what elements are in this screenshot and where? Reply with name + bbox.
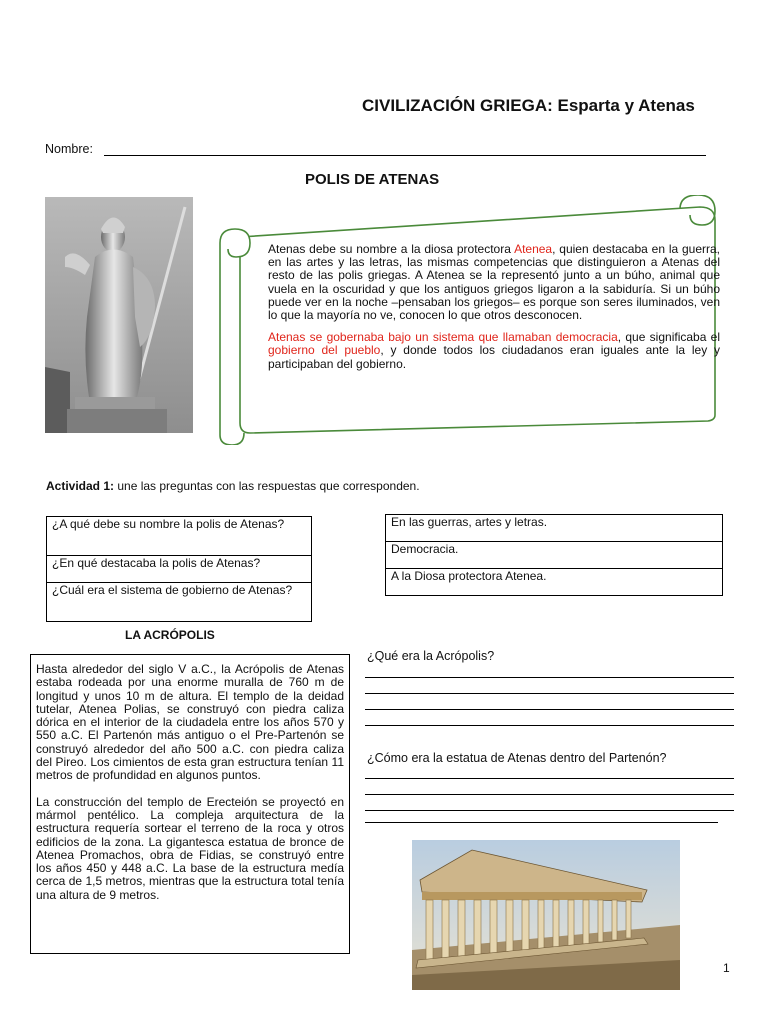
text-span: , que significaba el [617, 330, 720, 345]
answer-line[interactable] [365, 725, 734, 726]
athena-statue-image [45, 197, 193, 433]
questions-table [46, 516, 312, 622]
name-label: Nombre: [45, 142, 93, 156]
answer-line[interactable] [365, 822, 718, 823]
answer-line[interactable] [365, 709, 734, 710]
acropolis-paragraph-2: La construcción del templo de Erecteión se proyectó en mármol pentélico. La compleja arquitectura de la estructura requería sortear el terreno de la roca y otros edificios de la zona. La gigantesca estatua de bronce de Atenea Promachos, obra de Fidias, se construyó entre los años 450 y 448 a.C. La base de la estructura medía cerca de 1,5 metros, mientras que la estructura total tenía una altura de 9 metros. [36, 794, 344, 902]
answers-table [385, 514, 723, 596]
activity-instruction [46, 479, 420, 493]
text-span: , y donde todos los ciudadanos eran iguales ante la ley y participaban del gobierno. [268, 343, 720, 371]
acropolis-text-box [30, 654, 350, 954]
answer-line[interactable] [365, 794, 734, 795]
activity-label: Actividad 1: [46, 479, 115, 493]
answer-cell[interactable]: En las guerras, artes y letras. [386, 515, 723, 542]
question-cell[interactable]: ¿Cuál era el sistema de gobierno de Atenas? [47, 583, 312, 622]
parthenon-image [412, 840, 680, 990]
answer-line[interactable] [365, 677, 734, 678]
answer-line[interactable] [365, 810, 734, 811]
scroll-paragraph-1 [268, 243, 720, 322]
section-title: POLIS DE ATENAS [305, 171, 440, 188]
acropolis-paragraph-1: Hasta alrededor del siglo V a.C., la Acrópolis de Atenas estaba rodeada por una enorme muralla de 760 m de longitud y unos 10 m de altura. El templo de la deidad tutelar, Atenea Polias, se construyó con piedra caliza dórica en el interior de la ciudadela entre los años 570 y 550 a.C. El Partenón más antiguo o el Pre-Partenón se construyó alrededor del año 500 a.C. con piedra caliza del Pireo. Los cimientos de esta gran estructura tenían 11 metros de profundidad en algunos puntos. [36, 662, 344, 783]
answer-line[interactable] [365, 693, 734, 694]
text-span: , quien destacaba en la guerra, en las artes y las letras, las mismas competencias que distinguieron a Atenas del resto de las polis griegas. A Atenea se la representó junto a un búho, animal que vuela en la oscuridad y que los antiguos griegos ligaron a la sabiduría. Si un búho puede ver en la noche –pensaban los griegos– es porque son seres iluminados, ven lo que la mayoría no ve, conocen lo que otros desconocen. [268, 242, 721, 323]
highlight-democracia: Atenas se gobernaba bajo un sistema que llamaban democracia [268, 330, 618, 345]
highlight-gobierno: gobierno del pueblo [268, 343, 381, 358]
name-field[interactable] [104, 155, 706, 156]
page-title: CIVILIZACIÓN GRIEGA: Esparta y Atenas [362, 96, 695, 115]
acropolis-heading: LA ACRÓPOLIS [125, 628, 215, 642]
scroll-paragraph-2 [268, 331, 720, 371]
question-cell[interactable]: ¿En qué destacaba la polis de Atenas? [47, 556, 312, 583]
activity-text: une las preguntas con las respuestas que corresponden. [114, 479, 420, 493]
question-statue: ¿Cómo era la estatua de Atenas dentro del Partenón? [367, 751, 667, 765]
answer-line[interactable] [365, 778, 734, 779]
page-number: 1 [723, 961, 730, 975]
text-span: Atenas debe su nombre a la diosa protectora [268, 242, 515, 256]
answer-cell[interactable]: A la Diosa protectora Atenea. [386, 569, 723, 596]
scroll-text [268, 243, 720, 380]
highlight-atenea: Atenea [514, 242, 553, 256]
question-cell[interactable]: ¿A qué debe su nombre la polis de Atenas? [47, 517, 312, 556]
answer-cell[interactable]: Democracia. [386, 542, 723, 569]
question-acropolis: ¿Qué era la Acrópolis? [367, 649, 495, 663]
